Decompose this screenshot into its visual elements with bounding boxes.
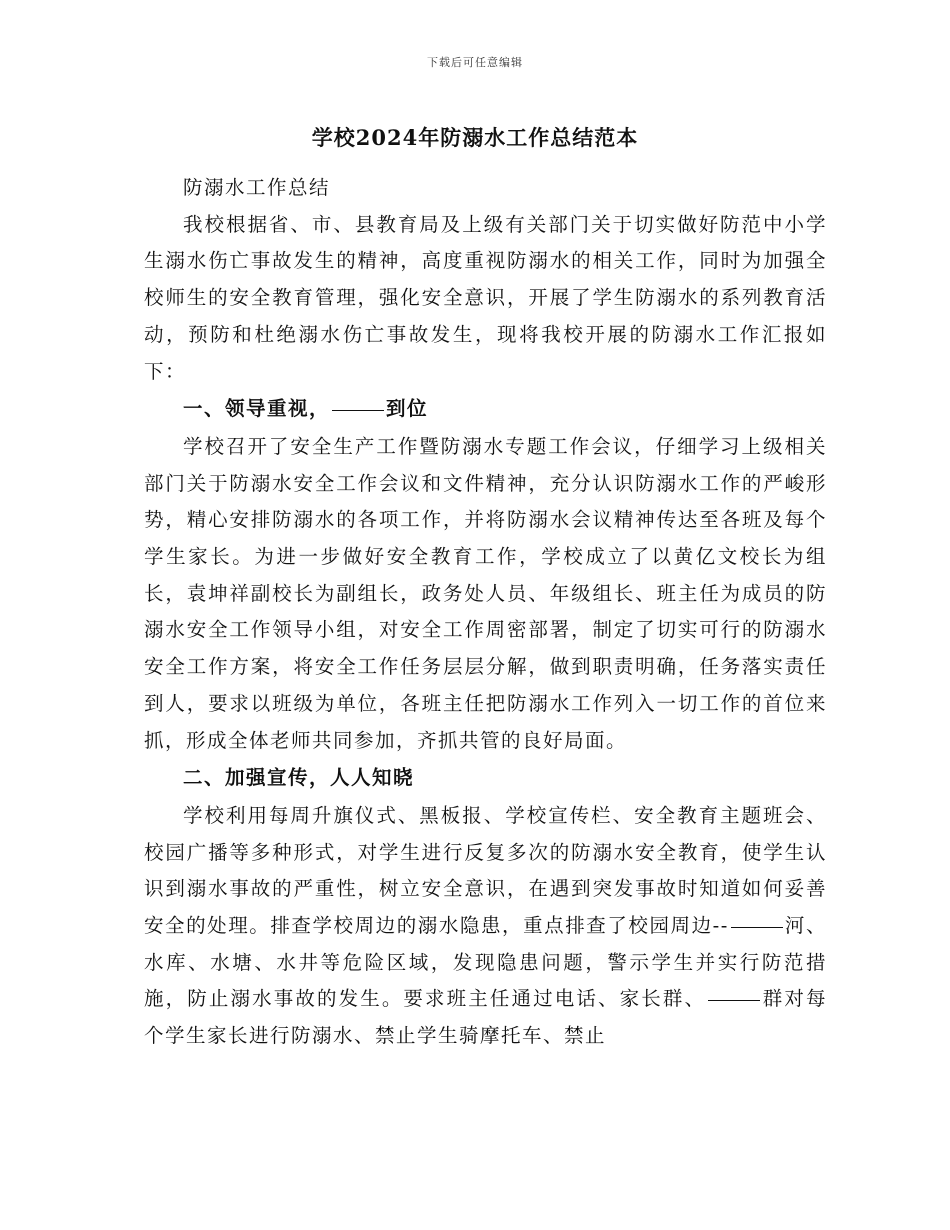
document-body	[144, 170, 827, 1055]
section-2-paragraph	[144, 798, 827, 1055]
section-1-paragraph: 学校召开了安全生产工作暨防溺水专题工作会议，仔细学习上级相关部门关于防溺水安全工作会议和文件精神，充分认识防溺水工作的严峻形势，精心安排防溺水的各项工作，并将防溺水会议精神传达至各班及每个学生家长。为进一步做好安全教育工作，学校成立了以黄亿文校长为组长，袁坤祥副校长为副组长，政务处人员、年级组长、班主任为成员的防溺水安全工作领导小组，对安全工作周密部署，制定了切实可行的防溺水安全工作方案，将安全工作任务层层分解，做到职责明确，任务落实责任到人，要求以班级为单位，各班主任把防溺水工作列入一切工作的首位来抓，形成全体老师共同参加，齐抓共管的良好局面。	[144, 434, 827, 752]
heading-1-text-before: 一、领导重视，	[183, 397, 331, 421]
section-heading-1	[144, 391, 827, 428]
heading-1-text-after: 到位	[386, 397, 429, 421]
section-2-text-c: 群对每个学生家长进行防溺水、禁止学生骑摩托车、禁止	[144, 987, 827, 1048]
section-2-text-b: 河、水库、水塘、水井等危险区域，发现隐患问题，警示学生并实行防范措施，防止溺水事故的发生。要求班主任通过电话、家长群、	[144, 914, 827, 1011]
fill-blank	[332, 409, 384, 411]
intro-paragraph: 我校根据省、市、县教育局及上级有关部门关于切实做好防范中小学生溺水伤亡事故发生的精神，高度重视防溺水的相关工作，同时为加强全校师生的安全教育管理，强化安全意识，开展了学生防溺水的系列教育活动，预防和杜绝溺水伤亡事故发生，现将我校开展的防溺水工作汇报如下：	[144, 212, 827, 383]
section-heading-2: 二、加强宣传，人人知晓	[183, 766, 415, 790]
fill-blank	[708, 999, 760, 1001]
section-2-text-a: 学校利用每周升旗仪式、黑板报、学校宣传栏、安全教育主题班会、校园广播等多种形式，对学生进行反复多次的防溺水安全教育，使学生认识到溺水事故的严重性，树立安全意识，在遇到突发事故时知道如何妥善安全的处理。排查学校周边的溺水隐患，重点排查了校园周边--	[144, 803, 827, 938]
subtitle-paragraph: 防溺水工作总结	[183, 176, 331, 199]
fill-blank	[731, 926, 783, 928]
header-note: 下载后可任意编辑	[427, 56, 523, 69]
document-title: 学校2024年防溺水工作总结范本	[311, 125, 639, 150]
